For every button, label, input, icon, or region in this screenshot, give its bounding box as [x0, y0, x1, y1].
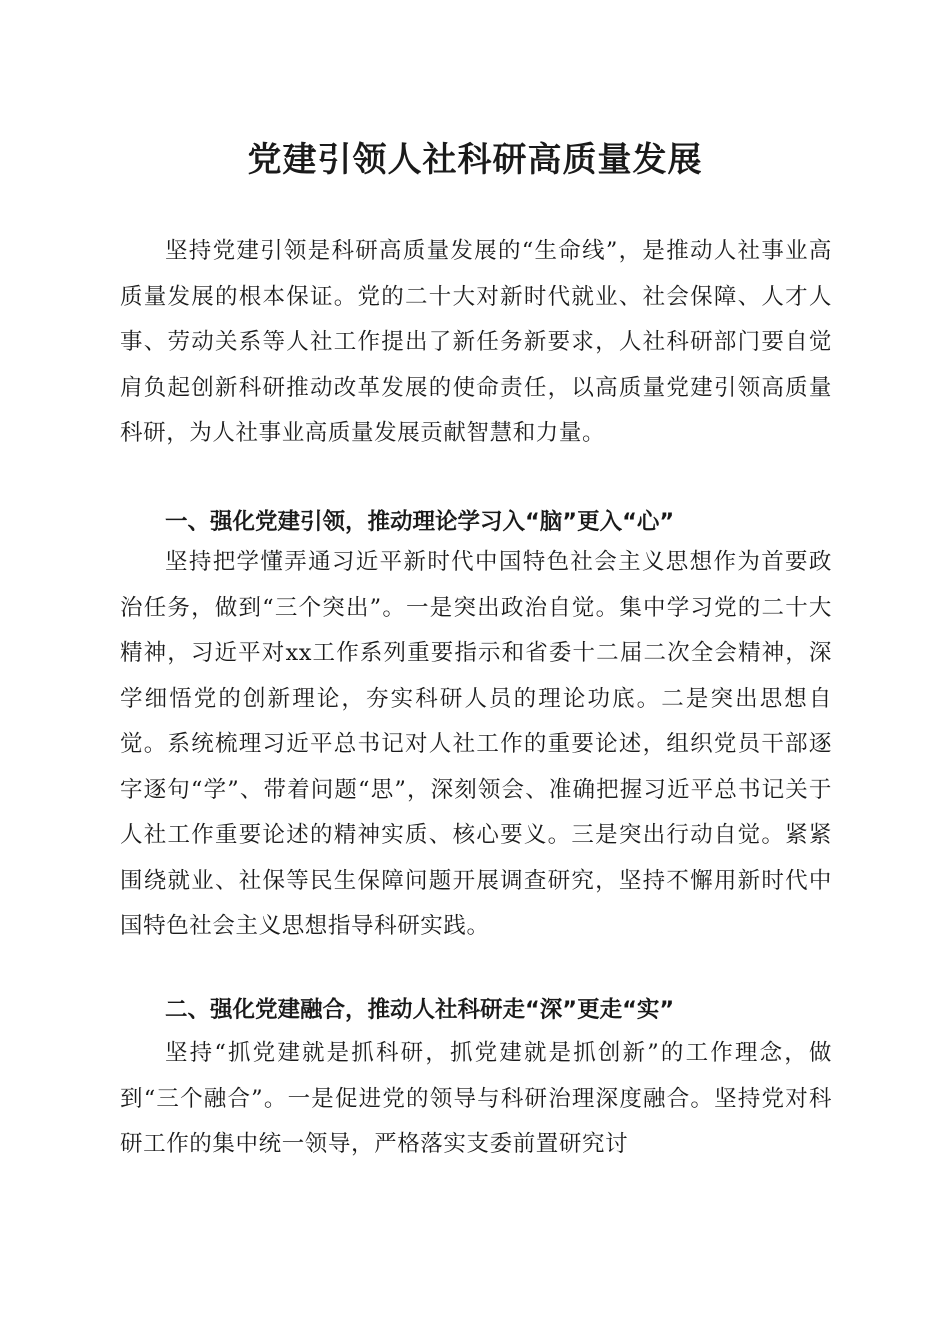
section-2-paragraph: 坚持“抓党建就是抓科研，抓党建就是抓创新”的工作理念，做到“三个融合”。一是促进党的领导与科研治理深度融合。坚持党对科研工作的集中统一领导，严格落实支委前置研究讨 — [120, 1040, 832, 1157]
intro-paragraph: 坚持党建引领是科研高质量发展的“生命线”，是推动人社事业高质量发展的根本保证。党的二十大对新时代就业、社会保障、人才人事、劳动关系等人社工作提出了新任务新要求，人社科研部门要自觉肩负起创新科研推动改革发展的使命责任，以高质量党建引领高质量科研，为人社事业高质量发展贡献智慧和力量。 — [120, 238, 832, 446]
section-heading-1: 一、强化党建引领，推动理论学习入“脑”更入“心” — [165, 509, 675, 535]
section-heading-2: 二、强化党建融合，推动人社科研走“深”更走“实” — [165, 997, 675, 1023]
section-1-paragraph: 坚持把学懂弄通习近平新时代中国特色社会主义思想作为首要政治任务，做到“三个突出”。一是突出政治自觉。集中学习党的二十大精神，习近平对xx工作系列重要指示和省委十二届二次全会精神，深学细悟党的创新理论，夯实科研人员的理论功底。二是突出思想自觉。系统梳理习近平总书记对人社工作的重要论述，组织党员干部逐字逐句“学”、带着问题“思”，深刻领会、准确把握习近平总书记关于人社工作重要论述的精神实质、核心要义。三是突出行动自觉。紧紧围绕就业、社保等民生保障问题开展调查研究，坚持不懈用新时代中国特色社会主义思想指导科研实践。 — [120, 549, 832, 939]
document-title: 党建引领人社科研高质量发展 — [247, 140, 703, 180]
